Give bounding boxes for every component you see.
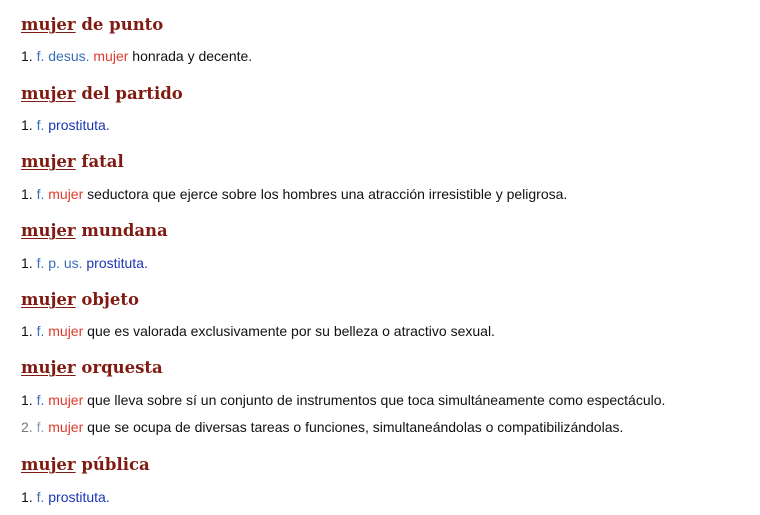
- definition-text: que lleva sobre sí un conjunto de instrumentos que toca simultáneamente como espectáculo.: [87, 392, 666, 408]
- entry-title: [21, 84, 183, 104]
- sense-line: [21, 116, 110, 134]
- cross-reference-link[interactable]: prostituta.: [86, 255, 148, 271]
- sense-number: 1.: [21, 323, 33, 339]
- entry-title: [21, 290, 139, 310]
- entry-phrase: mundana: [81, 221, 168, 240]
- entry-title: [21, 455, 150, 475]
- grammar-abbr: f.: [36, 117, 45, 133]
- definition-text: seductora que ejerce sobre los hombres una atracción irresistible y peligrosa.: [87, 186, 568, 202]
- entry-phrase: de punto: [81, 15, 164, 34]
- definition-text: que se ocupa de diversas tareas o funciones, simultaneándolas o compatibilizándolas.: [87, 419, 624, 435]
- definition-text: que es valorada exclusivamente por su belleza o atractivo sexual.: [87, 323, 495, 339]
- grammar-abbr: f.: [36, 255, 45, 271]
- entry-title: [21, 221, 168, 241]
- sense-number: 1.: [21, 489, 33, 505]
- definition-text: honrada y decente.: [132, 48, 253, 64]
- grammar-abbr: f.: [36, 323, 45, 339]
- sense-line: [21, 322, 495, 340]
- cross-reference-link[interactable]: prostituta.: [48, 489, 110, 505]
- headword-link[interactable]: mujer: [21, 84, 76, 103]
- sense-line: [21, 254, 148, 272]
- sense-number: 1.: [21, 392, 33, 408]
- entry-title: [21, 152, 124, 172]
- grammar-abbr: f.: [36, 392, 45, 408]
- grammar-abbr: f.: [36, 186, 45, 202]
- defined-term: mujer: [48, 419, 84, 435]
- sense-number: 1.: [21, 48, 33, 64]
- defined-term: mujer: [48, 186, 84, 202]
- entry-phrase: del partido: [81, 84, 183, 103]
- usage-abbr: p. us.: [48, 255, 83, 271]
- defined-term: mujer: [48, 323, 84, 339]
- cross-reference-link[interactable]: prostituta.: [48, 117, 110, 133]
- headword-link[interactable]: mujer: [21, 358, 76, 377]
- entry-phrase: objeto: [81, 290, 140, 309]
- headword-link[interactable]: mujer: [21, 152, 76, 171]
- entry-phrase: pública: [81, 455, 150, 474]
- headword-link[interactable]: mujer: [21, 290, 76, 309]
- usage-abbr: desus.: [48, 48, 90, 64]
- sense-number: 1.: [21, 186, 33, 202]
- entry-phrase: orquesta: [81, 358, 163, 377]
- sense-line: [21, 391, 665, 409]
- headword-link[interactable]: mujer: [21, 15, 76, 34]
- entry-phrase: fatal: [81, 152, 124, 171]
- defined-term: mujer: [93, 48, 129, 64]
- entry-title: [21, 358, 163, 378]
- sense-line: [21, 185, 567, 203]
- headword-link[interactable]: mujer: [21, 221, 76, 240]
- sense-number: 1.: [21, 117, 33, 133]
- sense-number: 2.: [21, 419, 33, 435]
- sense-line: [21, 47, 252, 65]
- defined-term: mujer: [48, 392, 84, 408]
- entry-title: [21, 15, 163, 35]
- grammar-abbr: f.: [36, 489, 45, 505]
- grammar-abbr: f.: [36, 48, 45, 64]
- grammar-abbr: f.: [36, 419, 45, 435]
- sense-line: [21, 418, 623, 436]
- sense-number: 1.: [21, 255, 33, 271]
- headword-link[interactable]: mujer: [21, 455, 76, 474]
- sense-line: [21, 488, 110, 506]
